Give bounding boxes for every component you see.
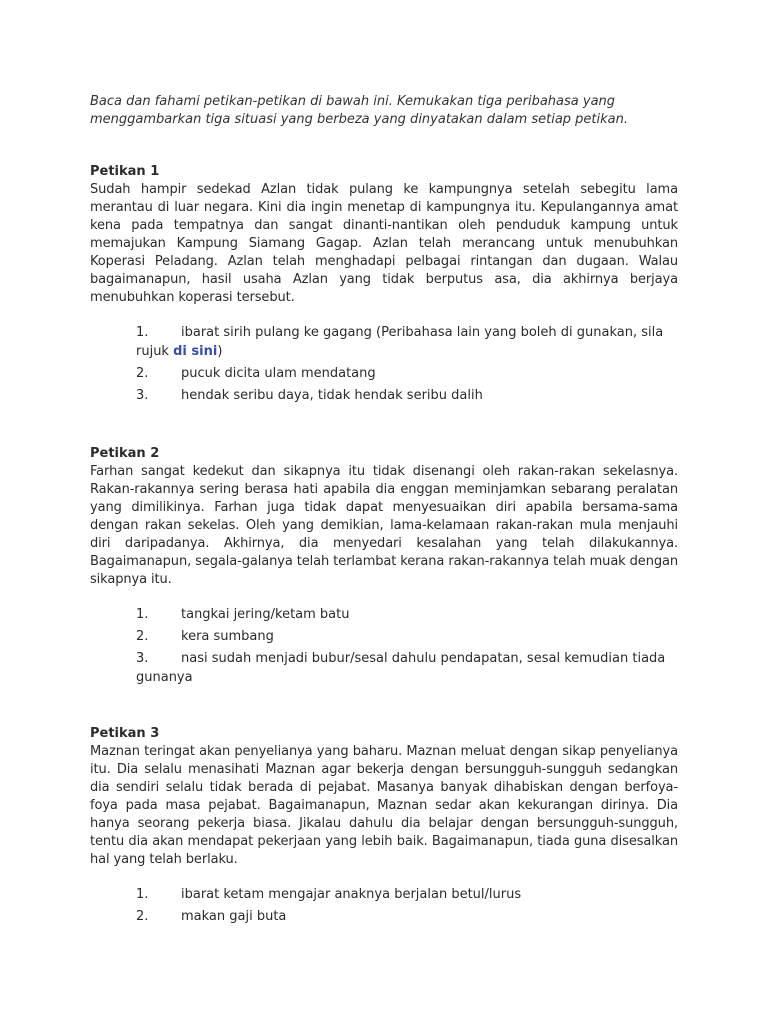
list-item: 2. kera sumbang	[136, 629, 274, 644]
list-item: 2. makan gaji buta	[136, 909, 287, 924]
instructions	[90, 93, 678, 128]
passage-2-heading: Petikan 2	[90, 446, 160, 461]
di-sini-link[interactable]: di sini	[173, 344, 218, 359]
passage-3-section	[90, 725, 678, 926]
list-item: 3. nasi sudah menjadi bubur/sesal dahulu pendapatan, sesal kemudian tiada gunanya	[136, 651, 666, 685]
passage-2-section	[90, 445, 678, 687]
passage-3-text: Maznan teringat akan penyelianya yang baharu. Maznan meluat dengan sikap penyelianya itu. Dia selalu menasihati Maznan agar bekerja dengan bersungguh-sungguh sedangkan dia sendiri selalu tidak berada di pejabat. Masanya banyak dihabiskan dengan berfoya-foya pada masa pejabat. Bagaimanapun, Maznan sedar akan kekurangan dirinya. Dia hanya seorang pekerja biasa. Jikalau dahulu dia belajar dengan bersungguh-sungguh, tentu dia akan mendapat pekerjaan yang lebih baik. Bagaimanapun, tiada guna disesalkan hal yang telah berlaku.	[90, 744, 678, 867]
passage-1-text: Sudah hampir sedekad Azlan tidak pulang ke kampungnya setelah sebegitu lama merantau di luar negara. Kini dia ingin menetap di kampungnya itu. Kepulangannya amat kena pada tempatnya dan sangat dinanti-nantikan oleh penduduk kampung untuk memajukan Kampung Siamang Gagap. Azlan telah merancang untuk menubuhkan Koperasi Peladang. Azlan telah menghadapi pelbagai rintangan dan dugaan. Walau bagaimanapun, hasil usaha Azlan yang tidak berputus asa, dia akhirnya berjaya menubuhkan koperasi tersebut.	[90, 182, 678, 305]
list-item: 1. tangkai jering/ketam batu	[136, 607, 350, 622]
passage-2-text: Farhan sangat kedekut dan sikapnya itu tidak disenangi oleh rakan-rakan sekelasnya. Rakan-rakannya sering berasa hati apabila dia enggan meminjamkan sebarang peralatan yang dimilikinya. Farhan juga tidak dapat menyesuaikan diri apabila bersama-sama dengan rakan sekelas. Oleh yang demikian, lama-kelamaan rakan-rakan mula menjauhi diri daripadanya. Akhirnya, dia menyedari kesalahan yang telah dilakukannya. Bagaimanapun, segala-galanya telah terlambat kerana rakan-rakannya telah muak dengan sikapnya itu.	[90, 464, 678, 587]
passage-3-answer-list	[136, 885, 678, 926]
passage-2-answer-list	[136, 605, 678, 687]
passage-1-answer-list	[136, 323, 678, 405]
document-page	[90, 93, 678, 924]
instructions-line-1: Baca dan fahami petikan-petikan di bawah ini. Kemukakan tiga peribahasa yang	[90, 94, 616, 109]
passage-3-heading: Petikan 3	[90, 726, 160, 741]
list-item: 1. ibarat sirih pulang ke gagang (Peribahasa lain yang boleh di gunakan, sila rujuk di sini)	[136, 325, 664, 359]
passage-1-heading: Petikan 1	[90, 164, 160, 179]
list-item: 3. hendak seribu daya, tidak hendak seribu dalih	[136, 388, 483, 403]
list-item: 2. pucuk dicita ulam mendatang	[136, 366, 376, 381]
passage-1-section	[90, 163, 678, 405]
list-item: 1. ibarat ketam mengajar anaknya berjalan betul/lurus	[136, 887, 522, 902]
instructions-line-2: menggambarkan tiga situasi yang berbeza yang dinyatakan dalam setiap petikan.	[90, 111, 629, 127]
